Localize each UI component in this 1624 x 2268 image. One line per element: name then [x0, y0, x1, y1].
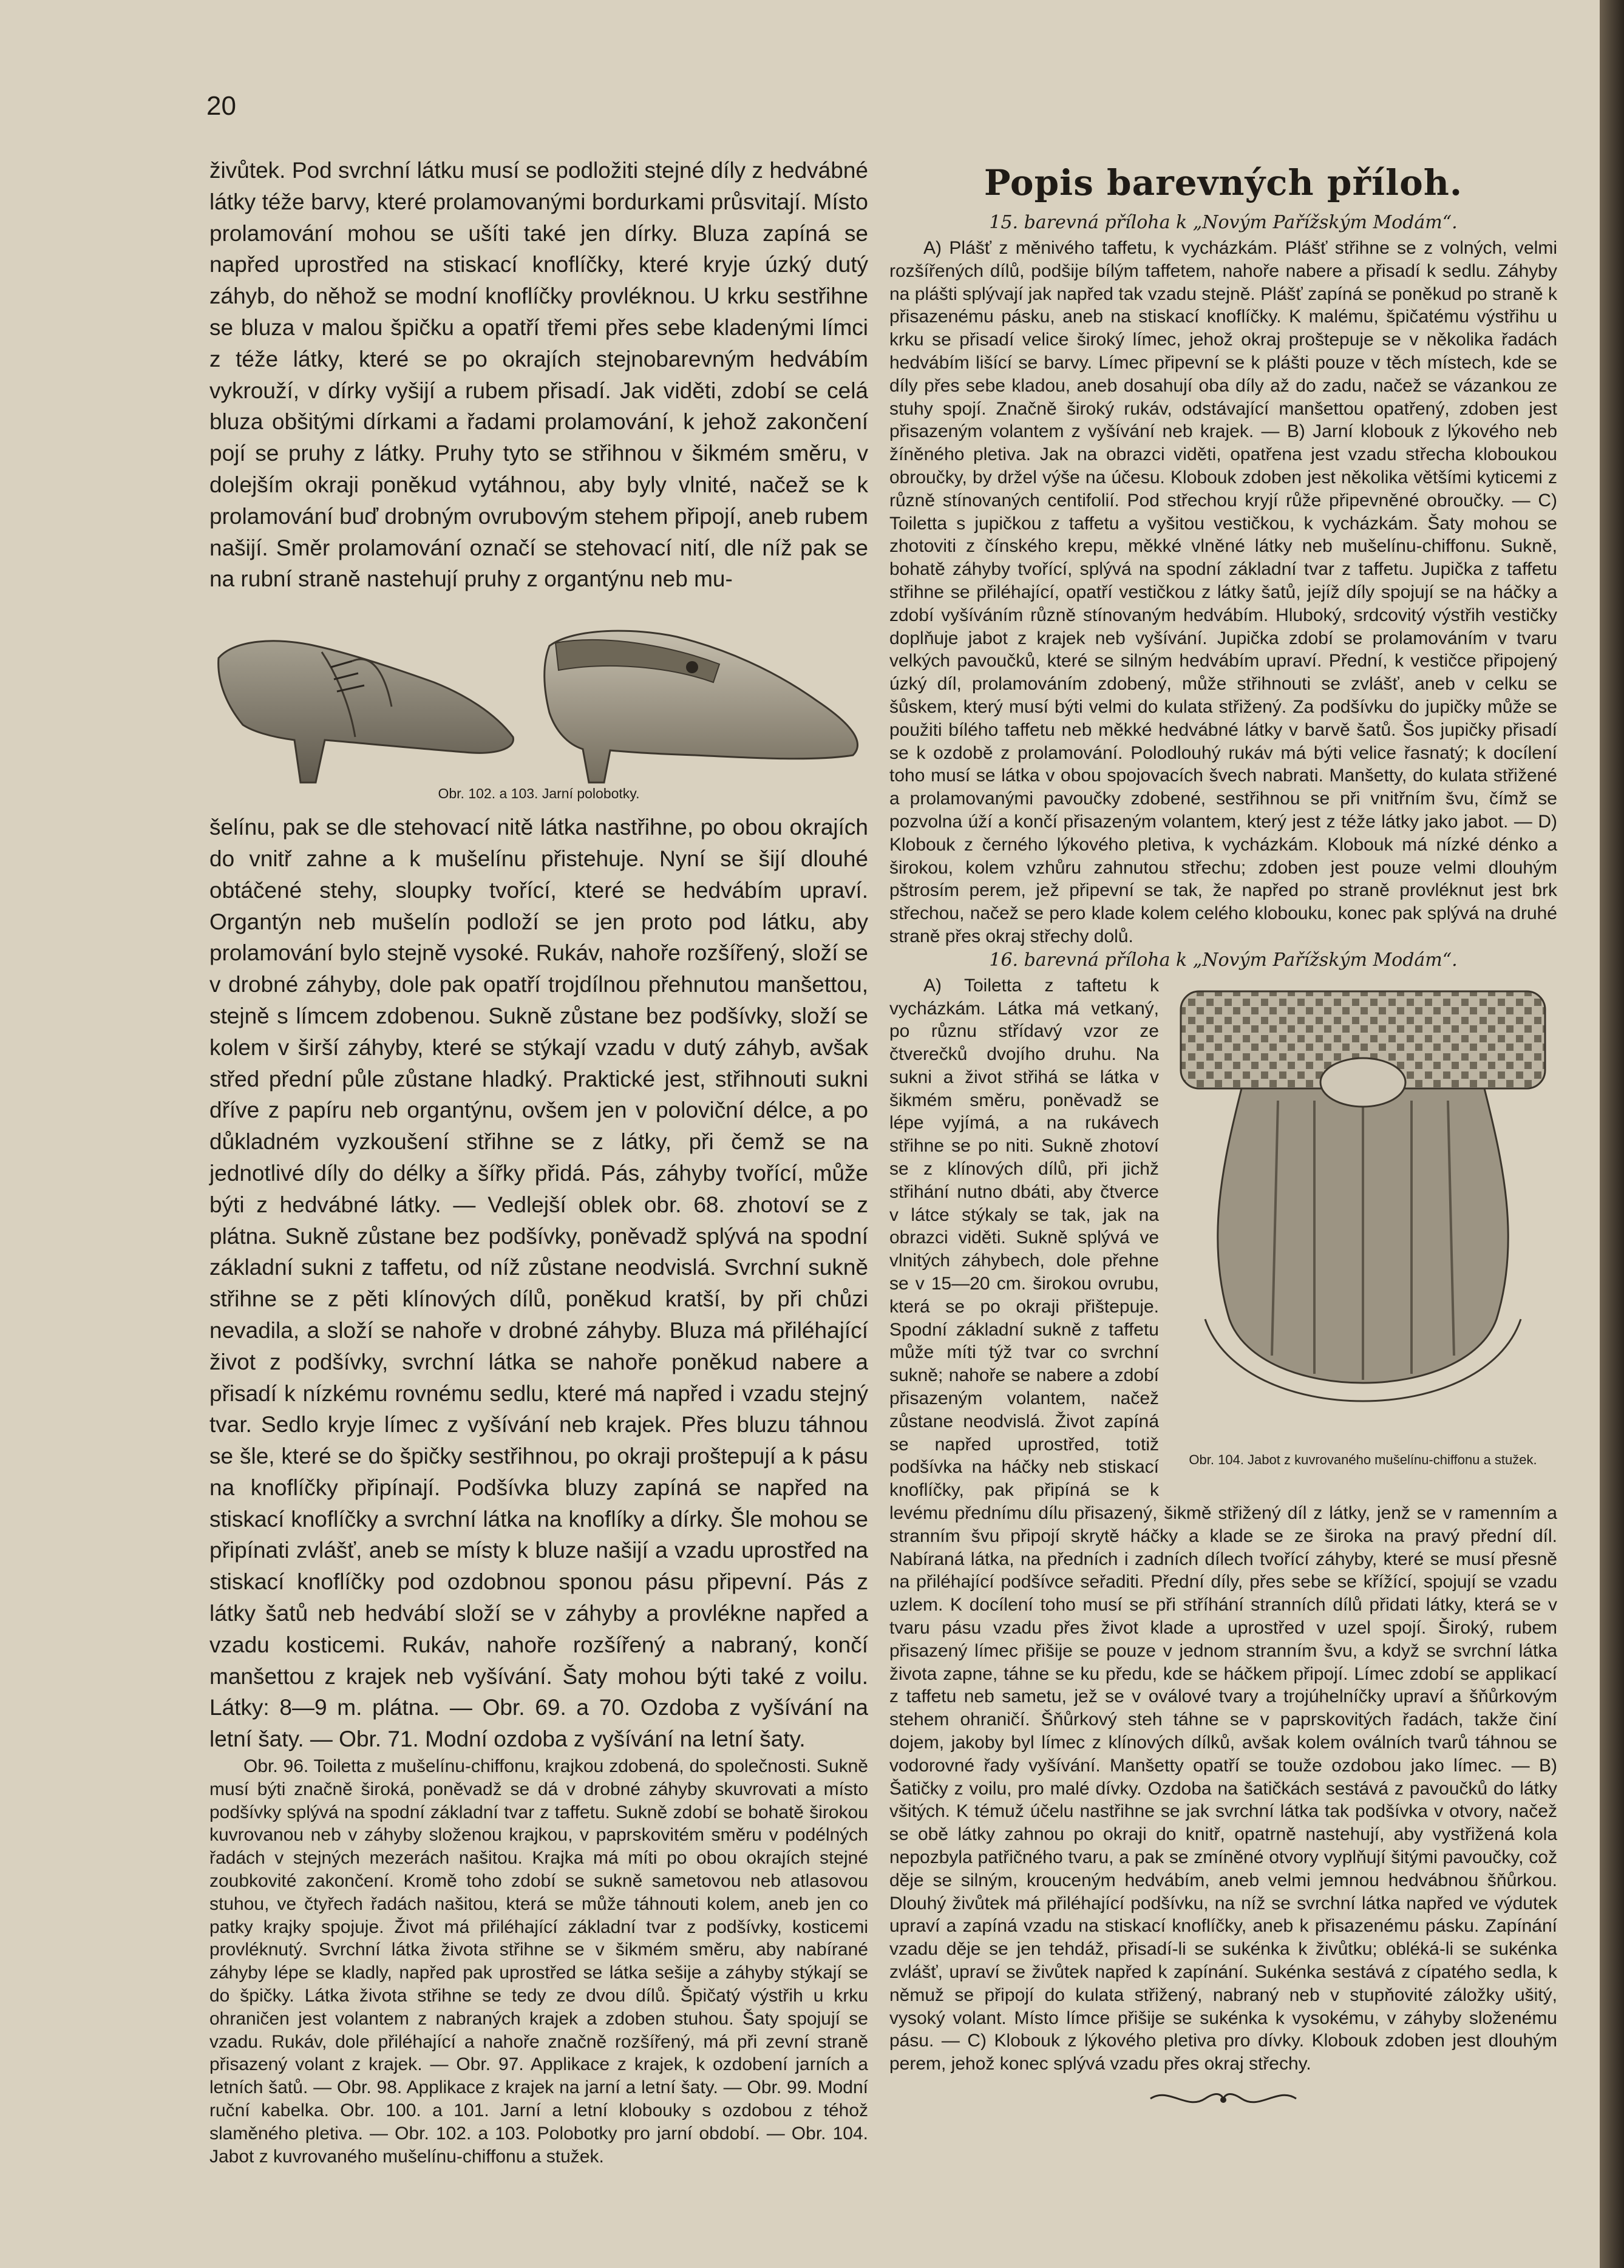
right-column	[889, 155, 1557, 2117]
jabot-illustration	[1169, 979, 1557, 1477]
decorative-ornament-icon	[889, 2086, 1557, 2117]
supplement-15-text: A) Plášť z měnivého taffetu, k vycházkám. Plášť střihne se z volných, velmi rozšířených dílů, podšije bílým taffetem, nahoře nabere a přisadí k sedlu. Záhyby na plášti splývají jak napřed tak vzadu stejně. Plášť zapíná se poněkud po straně k přisazenému pásku, aneb na stiskací knoflíčky. K malému, špičatému výstřihu u krku se přisadí velice široký límec, jehož okraj proštepuje se v několika řadách hedvábím lišící se barvy. Límec připevní se k plášti pouze v těch místech, kde se díly přes sebe kladou, aneb dosahují oba díly až do zadu, načež se vázankou ze stuhy spojí. Značně široký rukáv, odstávající manšettou opatřený, zdoben jest přisazeným volantem z vyšívání neb krajek. — B) Jarní klobouk z lýkového neb žíněného pletiva. Jak na obrazci viděti, opatřena jest vzadu střecha kloboukou obroučky, by držel výše na účesu. Klobouk zdoben jest několika většími kyticemi z různě stínovaných centifolií. Pod střechou kryjí růže připevněné obroučky. — C) Toiletta s jupičkou z taffetu a vyšitou vestičkou, k vycházkám. Šaty mohou se zhotoviti z čínského krepu, měkké vlněné látky neb mušelínu-chiffonu. Sukně, bohatě záhyby tvořící, splývá na spodní základní tvar z taffetu. Jupička z taffetu střihne se přiléhající, opatří vestičkou z látky šatů, jejíž díly spojují se na háčky a zdobí vyšíváním různě stínovaným hedvábím. Hluboký, srdcovitý výstřih vestičky doplňuje jabot z krajek neb vyšívání. Jupička zdobí se prolamováním v tvaru velkých pavoučků, které se silným hedvábím upraví. Přední, k vestičce připojený úzký díl, prolamováním zdobený, může střihnouti se zvlášť, aneb v celku se šůskem, který musí býti velmi do kulata střižený. Za podšívku do jupičky může se použiti bílého taffetu neb měkké hedvábné látky v barvě šatů. Šos jupičky přisadí se k ozdobě z prolamování. Polodlouhý rukáv má býti velice řasnatý; k docílení toho musí se látka v obou spojovacích švech nabrati. Manšetty, do kulata střižené a prolamovanými pavoučky zdobené, sestřihnou se při vnitřním švu, čímž se pozvolna úží a končí přisazeným volantem, který jest z téže látky jako jabot. — D) Klobouk z černého lýkového pletiva, k vycházkám. Klobouk má nízké dénko a širokou, kolem vzhůru zahnutou střechu; zdoben jest pouze velmi dlouhým pštrosím perem, jež připevní se tak, že napřed po straně provléknut jest brk střechou, načež se pero klade kolem celého klobouku, konec pak splývá na druhé straně přes okraj střechy dolů.	[889, 238, 1557, 946]
article-paragraph-2: šelínu, pak se dle stehovací nitě látka nastřihne, po obou okrajích do vnitř zahne a k mušelínu přistehuje. Nyní se šijí dlouhé obtáčené stehy, sloupky tvořící, které se hedvábím upraví. Organtýn neb mušelín podloží se jen proto pod látku, aby prolamování bylo stejně vysoké. Rukáv, nahoře rozšířený, složí se v drobné záhyby, dole pak opatří trojdílnou přehnutou manšettou, stejně s límcem zdobenou. Sukně zůstane bez podšívky, složí se kolem v širší záhyby, které se stýkají vzadu v dutý záhyb, avšak střed přední půle zůstane hladký. Praktické jest, střihnouti sukni dříve z papíru neb organtýnu, ovšem jen v poloviční délce, a po důkladném vyzkoušení střihne se z látky, při čemž se na jednotlivé díly do délky a šířky přidá. Pás, záhyby tvořící, může býti z hedvábné látky. — Vedlejší oblek obr. 68. zhotoví se z plátna. Sukně zůstane bez podšívky, poněvadž splývá na spodní základní sukni z taffetu, od níž zůstane neodvislá. Svrchní sukně střihne se z pěti klínových dílů, poněkud kratší, by při chůzi nevadila, a složí se nahoře v drobné záhyby. Bluza má přiléhající život z podšívky, svrchní látka se nahoře poněkud nabere a přisadí k nízkému rovnému sedlu, které má napřed i vzadu stejný tvar. Sedlo kryje límec z vyšívání neb krajek. Přes bluzu táhnou se šle, které se do špičky sestřihnou, po okraji proštepují a k pásu na knoflíčky připínají. Podšívka bluzy zapíná se napřed na stiskací knoflíčky a svrchní látka na knoflíky a dírky. Šle mohou se připínati zvlášť, aneb se místy k bluze našijí a vzadu uprostřed na stiskací knoflíčky pod ozdobnou sponou pásu připevní. Pás z látky šatů neb hedvábí složí se v záhyby a provlékne napřed a vzadu kosticemi. Rukáv, nahoře rozšířený a nabraný, končí manšettou z krajek neb vyšívání. Šaty mohou býti také z voilu. Látky: 8—9 m. plátna. — Obr. 69. a 70. Ozdoba z vyšívání na letní šaty. — Obr. 71. Modní ozdoba z vyšívání na letní šaty.	[209, 815, 868, 1752]
shoe-illustration	[209, 609, 868, 786]
article-paragraph-1: živůtek. Pod svrchní látku musí se podložiti stejné díly z hedvábné látky téže barvy, které prolamovanými bordurkami průsvitají. Místo prolamování mohou se ušíti také jen dírky. Bluza zapíná se napřed uprostřed na stiskací knoflíčky, které kryje úzký dutý záhyb, do něhož se modní knoflíčky provléknou. U krku sestřihne se bluza v malou špičku a opatří třemi přes sebe kladenými límci z téže látky, které se po okrajích stejnobarevným hedvábím vykrouží, v dírky vyšijí a rubem přisadí. Jak viděti, zdobí se celá bluza obšitými dírkami a řadami prolamování, k jehož zakončení pojí se pruhy z látky. Pruhy tyto se střihnou v šikmém směru, v dolejším okraji poněkud vytáhnou, aby byly vlnité, načež se k prolamování buď drobným ovrubovým stehem připojí, aneb rubem našijí. Směr prolamování označí se stehovací nití, dle níž pak se na rubní straně nastehují pruhy z organtýnu neb mu-	[209, 158, 868, 592]
figure-caption-jabot: Obr. 104. Jabot z kuvrovaného mušelínu-chiffonu a stužek.	[1189, 1451, 1537, 1467]
article-paragraph-3: Obr. 96. Toiletta z mušelínu-chiffonu, krajkou zdobená, do společnosti. Sukně musí býti značně široká, poněvadž se dá v drobné záhyby skuvrovati a místo podšívky splývá na spodní základní tvar z taffetu. Sukně zdobí se bohatě širokou kuvrovanou neb v záhyby složenou krajkou, v paprskovitém směru v podélných řadách v stejných mezerách našitou. Krajka má míti po obou okrajích stejné zoubkovité zakončení. Kromě toho zdobí se sukně sametovou neb atlasovou stuhou, ve čtyřech řadách našitou, která se může táhnouti kolem, aneb jen co patky krajky spojuje. Život má přiléhající základní tvar z podšívky, kosticemi provléknutý. Svrchní látka života střihne se v šikmém směru, aby nabírané záhyby lépe se kladly, napřed pak uprostřed se látka sešije a záhyby stýkají se do špičky. Látka života střihne se tedy ze dvou dílů. Špičatý výstřih u krku ohraničen jest volantem z nabraných krajek a zdoben stuhou. Šaty spojují se vzadu. Rukáv, dole přiléhající a nahoře značně rozšířený, má při zevní straně přisazený volant z krajek. — Obr. 97. Applikace z krajek, k ozdobení jarních a letních šatů. — Obr. 98. Applikace z krajek na jarní a letní šaty. — Obr. 99. Modní ruční kabelka. Obr. 100. a 101. Jarní a letní klobouky s ozdobou z téhož slaměného pletiva. — Obr. 102. a 103. Polobotky pro jarní období. — Obr. 104. Jabot z kuvrovaného mušelínu-chiffonu a stužek.	[209, 1756, 868, 2167]
page-number: 20	[206, 91, 236, 121]
figure-caption-shoes: Obr. 102. a 103. Jarní polobotky.	[438, 786, 640, 802]
supplement-16-text: A) Toiletta z taftetu k vycházkám. Látka má vetkaný, po různu střídavý vzor ze čtverečků dvojího druhu. Na sukni a život střihá se látka v šikmém směru, poněvadž se lépe vyjímá, a na rukávech střihne se po niti. Sukně zhotoví se z klínových dílů, při jichž střihání nutno dbáti, aby čtverce v látce stýkaly se tak, jak na obrazci viděti. Sukně splývá ve vlnitých záhybech, dole přehne se v 15—20 cm. širokou ovrubu, která se po okraji přištepuje. Spodní základní sukně z taffetu může míti týž tvar co svrchní sukně; nahoře se nabere a zdobí přisazeným volantem, načež zůstane neodvislá. Život zapíná se napřed uprostřed, totiž podšívka na háčky neb stiskací knoflíčky, pak připíná se k levému přednímu dílu přisazený, šikmě střižený díl z látky, jenž se v ramenním a stranním švu připojí skrytě háčky a klade se ze široka na pravý přední díl. Nabíraná látka, na předních i zadních dílech tvořící záhyby, které se musí přesně na přiléhající podšívce seřaditi. Přední díly, přes sebe se křížící, spojují se vzadu uzlem. K docílení toho musí se při stříhání stranních dílů přidati látky, která se v tvaru pásu vzadu přes život klade a uprostřed v uzel spojí. Široký, rubem přisazený límec přišije se pouze v jednom stranním švu, a když se svrchní látka života zapne, táhne se ku předu, kde se háčkem připojí. Límec zdobí se applikací z taffetu neb sametu, jež se v oválové tvary a trojúhelníčky upraví a šňůrkovým stehem ohraničí. Šňůrkový steh táhne se v paprskovitých řadách, takže činí dojem, jakoby byl límec z klínových dílků, avšak kolem oválních tvarů táhnou se vodorovné řady vyšívání. Manšetty opatří se touže ozdobou jako límec. — B) Šatičky z voilu, pro malé dívky. Ozdoba na šatičkách sestává z pavoučků do látky všitých. K témuž účelu nastřihne se jak svrchní látka tak podšívka v otvory, načež se obě látky zahnou po okraji do knitř, opatrně nastehují, aby vystřižená kola nepozbyla patřičného tvaru, a pak se zmíněné otvory vyplňují šitými pavoučky, což děje se silným, krouceným hedvábím, aneb velmi jemnou hedvábnou šňůrkou. Dlouhý živůtek má přiléhající podšívku, na níž se svrchní látka napřed ve výdutek upraví a zapíná vzadu na stiskací knoflíčky, aneb k přisazenému pásku. Zapínání vzadu děje se jen tehdáž, přisadí-li se sukénka k živůtku; obléká-li se sukénka zvlášť, upraví se živůtek napřed k zapínání. Sukénka sestává z cípatého sedla, k němuž se připojí do kulata střižený, nabraný neb v stupňovité záložky ušitý, vysoký volant. Místo límce přišije se sukénka k vysokému, v záhyby složenému pásu. — C) Klobouk z lýkového pletiva pro dívky. Klobouk zdoben jest dlouhým perem, jehož konec splývá vzadu přes okraj střechy.	[889, 975, 1557, 2074]
left-column	[209, 155, 868, 2168]
scan-page-edge	[1600, 0, 1624, 2268]
shoe-right	[545, 631, 858, 783]
section-title: Popis barevných příloh.	[984, 162, 1463, 203]
shoe-left	[219, 641, 514, 783]
supplement-16-heading: 16. barevná příloha k „Novým Pařížským Modám“.	[989, 949, 1458, 971]
supplement-15-heading: 15. barevná příloha k „Novým Pařížským Modám“.	[989, 212, 1458, 233]
